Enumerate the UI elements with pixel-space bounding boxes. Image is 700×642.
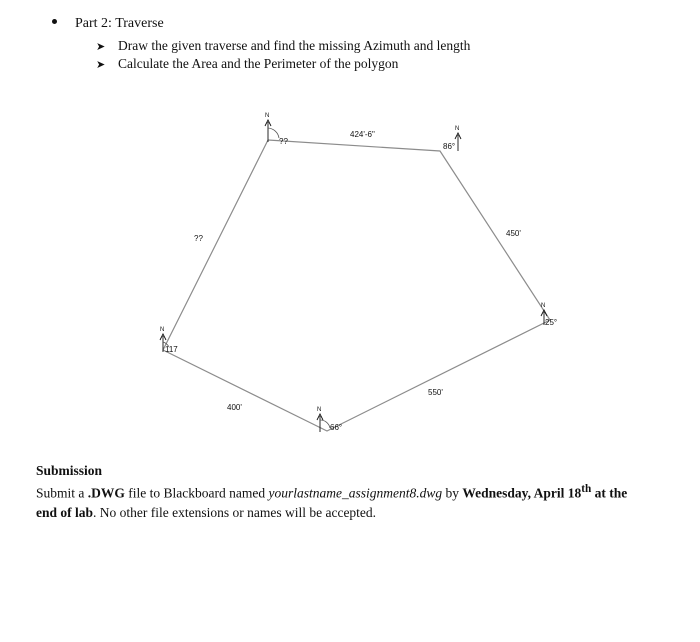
instruction-text: Calculate the Area and the Perimeter of the polygon — [118, 56, 399, 71]
instruction-text: Draw the given traverse and find the missing Azimuth and length — [118, 38, 471, 53]
azimuth-arc-top-left — [268, 128, 279, 138]
azimuth-arc-bottom — [320, 420, 330, 428]
north-label-right: N — [541, 303, 546, 309]
azimuth-label-top-left: ?? — [279, 137, 288, 146]
azimuth-label-left: 117 — [165, 345, 178, 354]
submission-section — [36, 461, 646, 522]
section-title: Part 2: Traverse — [75, 16, 164, 31]
submission-heading: Submission — [36, 463, 103, 478]
azimuth-label-bottom: 66° — [330, 423, 343, 432]
file-name: yourlastname_assignment8.dwg — [268, 485, 443, 501]
side-label-right-upper: 450' — [506, 229, 521, 238]
deadline-time: at the end of lab — [36, 485, 628, 520]
north-arrow-bottom — [317, 414, 323, 432]
side-label-left-unknown: ?? — [194, 234, 203, 243]
arrow-bullet-icon: ➤ — [96, 59, 106, 71]
north-label-top-left: N — [265, 113, 270, 119]
azimuth-label-top-right: 86° — [443, 142, 456, 151]
north-label-top-right: N — [455, 126, 460, 132]
north-label-bottom: N — [317, 407, 322, 413]
deadline-sup: th — [581, 483, 592, 495]
north-arrow-top-left — [265, 120, 271, 142]
traverse-polygon — [163, 140, 550, 431]
file-type: .DWG — [87, 485, 125, 501]
submission-text: Submit a .DWG file to Blackboard named yourlastname_assignment8.dwg by Wednesday, April 18th at the end of lab. No other file extensions or names will be accepted. — [36, 483, 628, 520]
deadline-day: Wednesday, April 18 — [462, 485, 582, 501]
north-arrow-top-right — [455, 133, 461, 151]
side-label-bottom-left: 400' — [227, 403, 242, 412]
side-label-right-lower: 550' — [428, 388, 443, 397]
azimuth-label-right: 25° — [545, 318, 558, 327]
arrow-bullet-icon: ➤ — [96, 41, 106, 53]
side-label-top: 424'-6" — [350, 130, 375, 139]
north-label-left: N — [160, 327, 165, 333]
